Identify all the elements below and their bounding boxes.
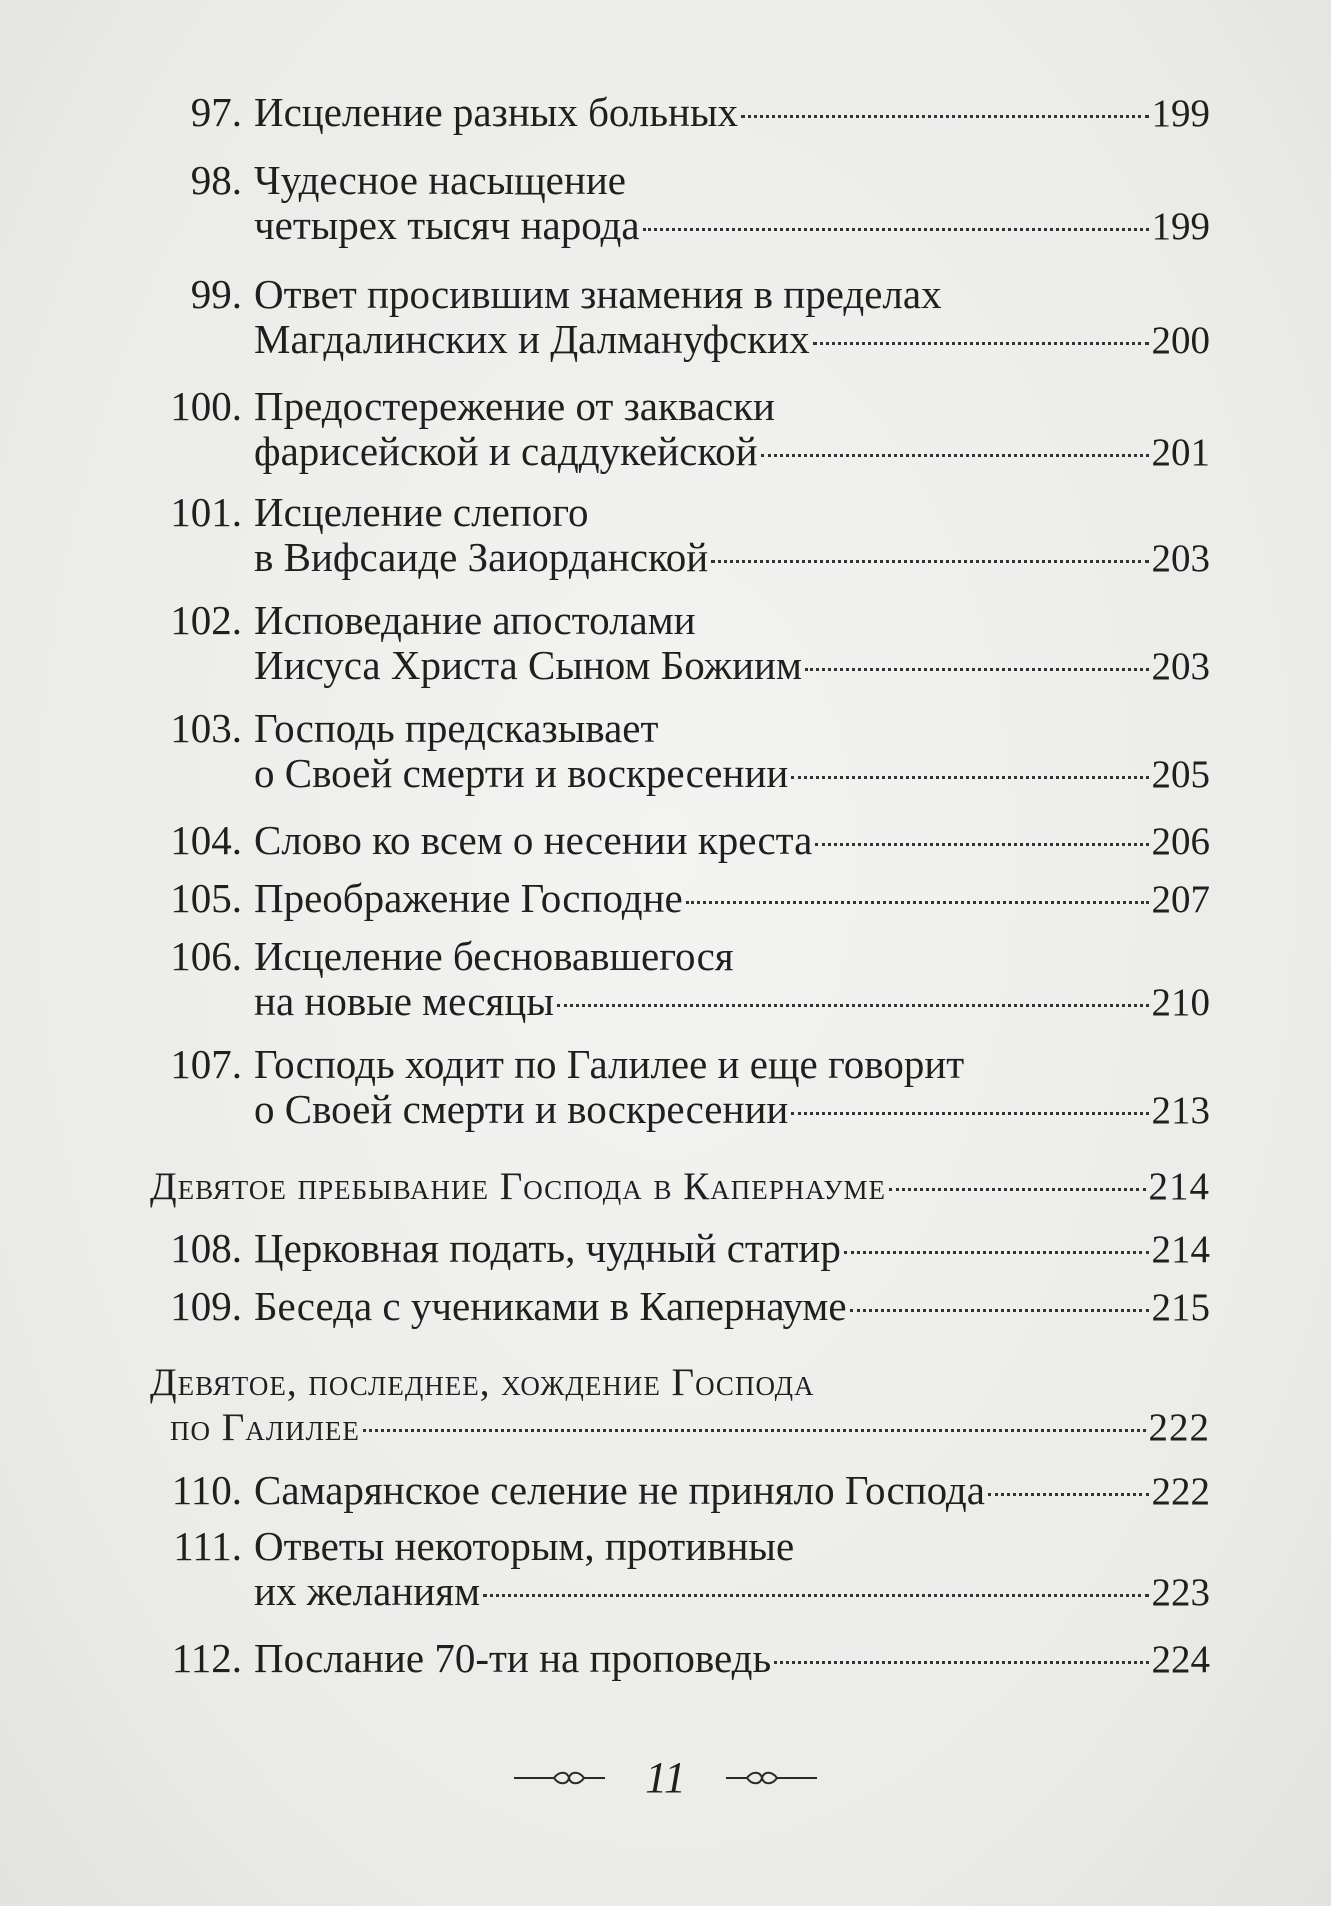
toc-entry-number: 99. bbox=[190, 271, 242, 317]
toc-entry-title: Девятое, последнее, хождение Господа bbox=[150, 1361, 815, 1404]
toc-entry-line bbox=[150, 934, 1210, 979]
toc-page-number: 203 bbox=[1151, 645, 1210, 688]
toc-entry-title: Ответы некоторым, противные bbox=[254, 1523, 795, 1569]
toc-entry-number: 112. bbox=[171, 1635, 242, 1681]
toc-entry-line bbox=[150, 643, 1210, 689]
toc-entry bbox=[150, 158, 1210, 249]
dot-leader bbox=[844, 1251, 1149, 1254]
toc-entry-line bbox=[150, 1468, 1210, 1514]
toc-entry-title: Преображение Господне bbox=[254, 875, 683, 921]
toc-entry bbox=[150, 934, 1210, 1025]
toc-entry-line bbox=[150, 1569, 1210, 1615]
toc-entry-number: 110. bbox=[171, 1467, 242, 1513]
dot-leader bbox=[686, 901, 1149, 904]
toc-entry-line bbox=[150, 158, 1210, 203]
toc-entry-title: Слово ко всем о несении креста bbox=[254, 817, 813, 863]
toc-page-number: 222 bbox=[1151, 1470, 1210, 1513]
toc-page-number: 215 bbox=[1151, 1286, 1210, 1329]
toc-entry bbox=[150, 598, 1210, 689]
toc-entry-title: о Своей смерти и воскресении bbox=[254, 1086, 789, 1132]
toc-entry-line bbox=[150, 429, 1210, 475]
toc-entry bbox=[150, 90, 1210, 136]
toc-entry bbox=[150, 272, 1210, 363]
toc-entry-line bbox=[150, 490, 1210, 535]
toc-entry-number: 111. bbox=[173, 1523, 242, 1569]
toc-entry bbox=[150, 1226, 1210, 1272]
toc-page-number: 210 bbox=[1151, 981, 1210, 1024]
toc-entry-number: 98. bbox=[190, 157, 242, 203]
dot-leader bbox=[850, 1309, 1149, 1312]
dot-leader bbox=[711, 560, 1148, 563]
toc-entry-title: Самарянское селение не приняло Господа bbox=[254, 1467, 985, 1513]
toc-entry-title: Церковная подать, чудный статир bbox=[254, 1225, 841, 1271]
toc-entry-number: 103. bbox=[170, 705, 242, 751]
toc-entry-title: Исцеление слепого bbox=[254, 489, 589, 535]
dot-leader bbox=[813, 342, 1149, 345]
toc-entry-title: Послание 70-ти на проповедь bbox=[254, 1635, 772, 1681]
toc-entry-title: Девятое пребывание Господа в Капернауме bbox=[150, 1165, 886, 1208]
toc-page-number: 206 bbox=[1151, 820, 1210, 863]
toc-page-number: 222 bbox=[1148, 1406, 1210, 1449]
toc-entry-line bbox=[150, 317, 1210, 363]
toc-entry bbox=[150, 1284, 1210, 1330]
toc-entry-number: 102. bbox=[170, 597, 242, 643]
toc-entry bbox=[150, 818, 1210, 864]
toc-entry-line bbox=[150, 876, 1210, 922]
toc-entry-line bbox=[150, 1284, 1210, 1330]
toc-page-number: 224 bbox=[1151, 1638, 1210, 1681]
toc-entry-title: фарисейской и саддукейской bbox=[254, 428, 758, 474]
toc-page-number: 203 bbox=[1151, 537, 1210, 580]
toc-entry-title: на новые месяцы bbox=[254, 978, 554, 1024]
page-number: 11 bbox=[645, 1753, 686, 1802]
toc-entry-title: Господь ходит по Галилее и еще говорит bbox=[254, 1041, 965, 1087]
toc-entry-line bbox=[150, 272, 1210, 317]
toc-entry-number: 107. bbox=[170, 1041, 242, 1087]
toc-page-number: 214 bbox=[1148, 1165, 1210, 1208]
toc-entry-number: 108. bbox=[170, 1225, 242, 1271]
toc-entry bbox=[150, 1636, 1210, 1682]
page-footer bbox=[0, 1752, 1331, 1803]
toc-entry-line bbox=[150, 598, 1210, 643]
toc-entry-line bbox=[150, 1226, 1210, 1272]
dot-leader bbox=[557, 1004, 1149, 1007]
dot-leader bbox=[791, 776, 1148, 779]
toc-entry-line bbox=[150, 1524, 1210, 1569]
toc-entry-title: по Галилее bbox=[170, 1406, 360, 1449]
dot-leader bbox=[741, 115, 1148, 118]
dot-leader bbox=[761, 454, 1149, 457]
toc-entry-title: Чудесное насыщение bbox=[254, 157, 626, 203]
toc-page-number: 223 bbox=[1151, 1571, 1210, 1614]
toc-entry-title: Исцеление бесновавшегося bbox=[254, 933, 734, 979]
right-ornament-icon bbox=[724, 1766, 819, 1790]
toc-entry-title: Иисуса Христа Сыном Божиим bbox=[254, 642, 802, 688]
toc-entry-number: 101. bbox=[170, 489, 242, 535]
toc-entry bbox=[150, 1468, 1210, 1514]
dot-leader bbox=[815, 843, 1148, 846]
toc-entry-line bbox=[150, 384, 1210, 429]
toc-page-number: 199 bbox=[1151, 92, 1210, 135]
dot-leader bbox=[805, 668, 1149, 671]
toc-entry bbox=[150, 384, 1210, 475]
toc-entry-title: в Вифсаиде Заиорданской bbox=[254, 534, 709, 580]
toc-page-number: 214 bbox=[1151, 1228, 1210, 1271]
toc-entry-number: 97. bbox=[190, 89, 242, 135]
toc-page-number: 199 bbox=[1151, 205, 1210, 248]
toc-entry bbox=[150, 1042, 1210, 1133]
toc-page-number: 200 bbox=[1151, 319, 1210, 362]
toc-entry-line bbox=[150, 818, 1210, 864]
toc-entry-title: Исцеление разных больных bbox=[254, 89, 739, 135]
dot-leader bbox=[791, 1112, 1148, 1115]
toc-entry-title: Беседа с учениками в Капернауме bbox=[254, 1283, 847, 1329]
toc-entry-line bbox=[150, 1636, 1210, 1682]
dot-leader bbox=[889, 1188, 1146, 1191]
toc-entry-title: Предостережение от закваски bbox=[254, 383, 775, 429]
toc-entry-title: четырех тысяч народа bbox=[254, 202, 640, 248]
toc-entry-title: Исповедание апостолами bbox=[254, 597, 696, 643]
toc-entry-line bbox=[150, 1042, 1210, 1087]
toc-entry-title: Господь предсказывает bbox=[254, 705, 659, 751]
toc-entry-line bbox=[150, 979, 1210, 1025]
toc-entry bbox=[150, 1524, 1210, 1615]
toc-entry-line bbox=[150, 706, 1210, 751]
toc-entry-line bbox=[150, 1405, 1210, 1450]
toc-entry-number: 106. bbox=[170, 933, 242, 979]
toc-section-heading bbox=[150, 1360, 1210, 1450]
left-ornament-icon bbox=[512, 1766, 607, 1790]
toc-entry bbox=[150, 706, 1210, 797]
toc-entry-line bbox=[150, 90, 1210, 136]
toc-entry-line bbox=[150, 751, 1210, 797]
dot-leader bbox=[483, 1594, 1148, 1597]
toc-entry-number: 105. bbox=[170, 875, 242, 921]
toc-entry-number: 109. bbox=[170, 1283, 242, 1329]
toc-entry-title: их желаниям bbox=[254, 1568, 481, 1614]
dot-leader bbox=[363, 1429, 1146, 1432]
toc-entry-line bbox=[150, 535, 1210, 581]
toc-entry-number: 100. bbox=[170, 383, 242, 429]
toc-section-heading bbox=[150, 1164, 1210, 1209]
dot-leader bbox=[643, 228, 1149, 231]
toc-page-number: 213 bbox=[1151, 1089, 1210, 1132]
toc-page-number: 201 bbox=[1151, 431, 1210, 474]
toc-entry-title: Ответ просившим знамения в пределах bbox=[254, 271, 942, 317]
toc-entry-line bbox=[150, 1360, 1210, 1405]
toc-entry-number: 104. bbox=[170, 817, 242, 863]
toc-entry bbox=[150, 876, 1210, 922]
toc-entry bbox=[150, 490, 1210, 581]
toc-entry-line bbox=[150, 1164, 1210, 1209]
dot-leader bbox=[774, 1661, 1148, 1664]
toc-entry-title: Магдалинских и Далмануфских bbox=[254, 316, 810, 362]
toc-entry-line bbox=[150, 1087, 1210, 1133]
dot-leader bbox=[988, 1493, 1149, 1496]
toc-entry-line bbox=[150, 203, 1210, 249]
toc-entry-title: о Своей смерти и воскресении bbox=[254, 750, 789, 796]
toc-page-number: 207 bbox=[1151, 878, 1210, 921]
toc-page-number: 205 bbox=[1151, 753, 1210, 796]
